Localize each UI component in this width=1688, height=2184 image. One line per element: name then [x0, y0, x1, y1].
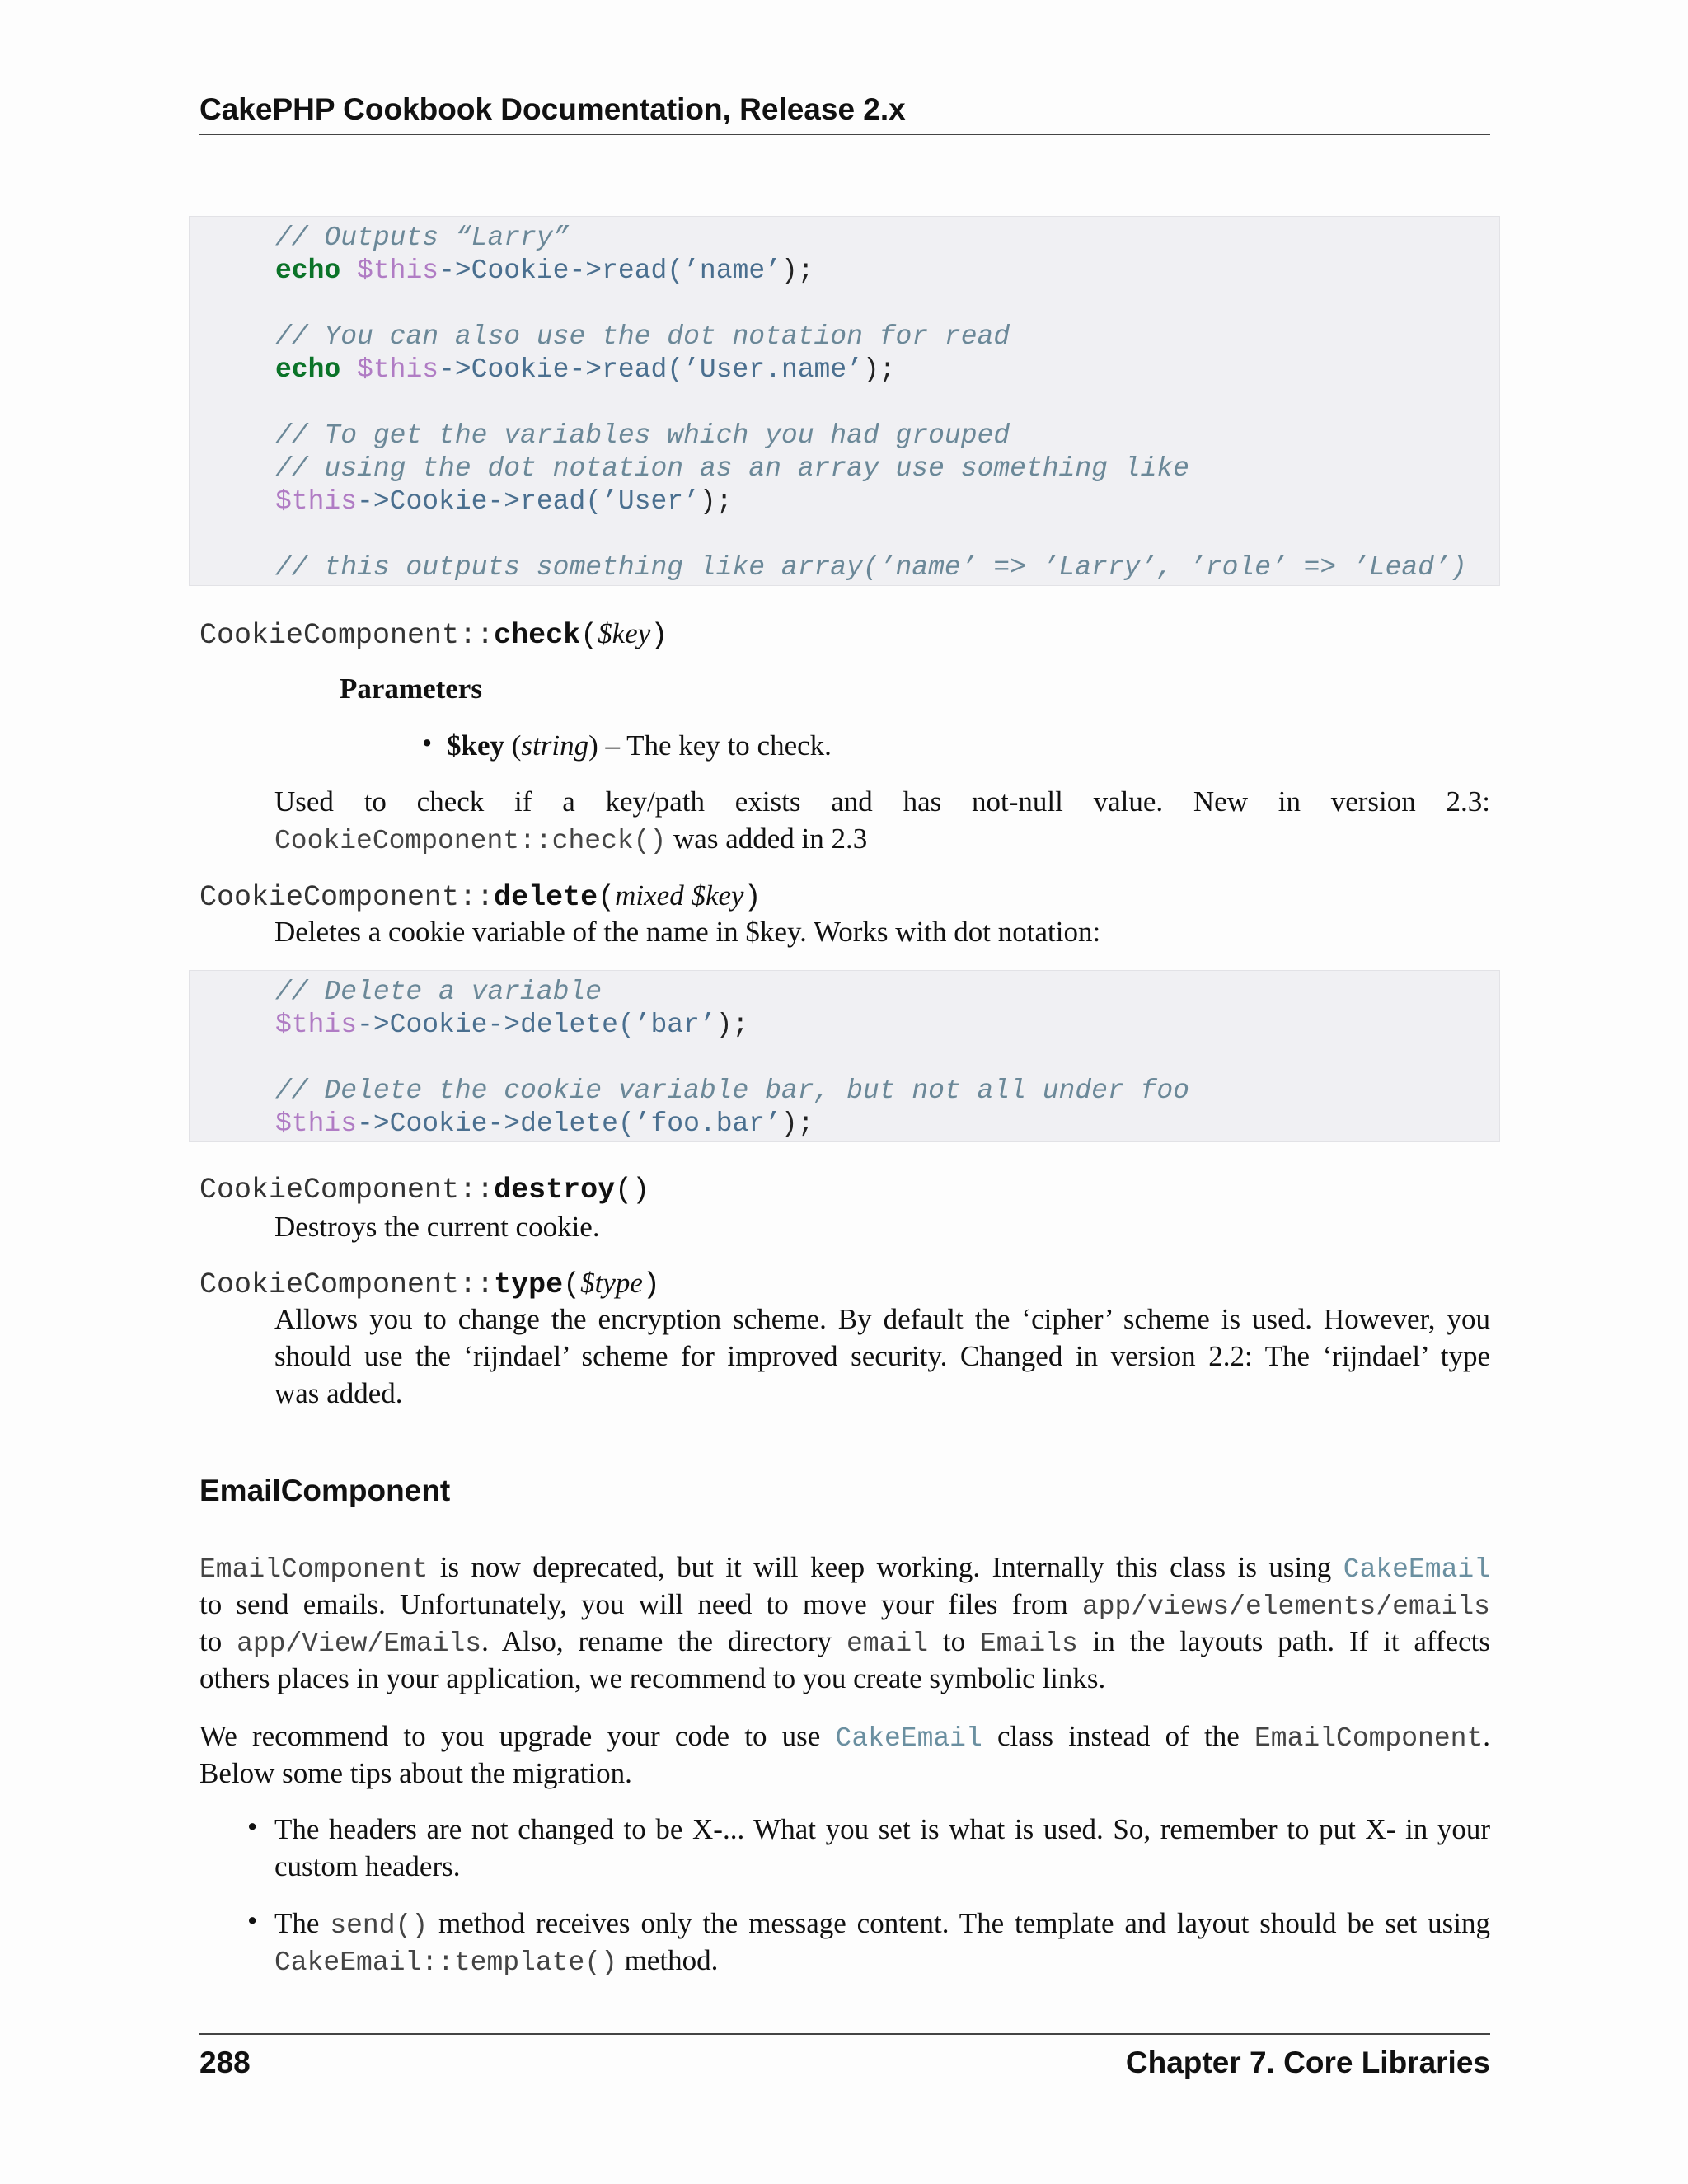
page-header-title: CakePHP Cookbook Documentation, Release 2.x — [199, 92, 906, 126]
bullet-icon: • — [422, 727, 433, 759]
header-divider — [199, 134, 1490, 135]
code-line: echo $this->Cookie->read(’User.name’); — [275, 354, 896, 385]
list-item-line: The headers are not changed to be X-... What you set is what is used. So, remember to put X- in your — [274, 1813, 1490, 1845]
section-heading-emailcomponent: EmailComponent — [199, 1474, 451, 1507]
list-item-line: The send() method receives only the message content. The template and layout should be set using — [274, 1907, 1490, 1941]
method-signature-type: CookieComponent::type($type) — [199, 1267, 660, 1301]
list-item-line: CakeEmail::template() method. — [274, 1944, 719, 1978]
type-description-line2: should use the ‘rijndael’ scheme for improved security. Changed in version 2.2: The ‘rijndael’ type — [274, 1340, 1490, 1372]
code-line: $this->Cookie->delete(’bar’); — [275, 1010, 749, 1040]
code-comment: // Delete the cookie variable bar, but not all under foo — [275, 1076, 1189, 1106]
chapter-title: Chapter 7. Core Libraries — [1125, 2046, 1490, 2079]
bullet-icon: • — [247, 1811, 258, 1843]
code-comment: // this outputs something like array(’name’ => ’Larry’, ’role’ => ’Lead’) — [275, 552, 1467, 583]
check-description-line1: Used to check if a key/path exists and has not-null value. New in version 2.3: — [274, 785, 1490, 818]
method-signature-destroy: CookieComponent::destroy() — [199, 1174, 650, 1207]
code-comment: // using the dot notation as an array use something like — [275, 453, 1189, 484]
code-block-cookie-read — [189, 216, 1500, 586]
cakeemail-link[interactable]: CakeEmail — [1343, 1554, 1490, 1585]
code-line: $this->Cookie->read(’User’); — [275, 486, 733, 517]
code-comment: // To get the variables which you had grouped — [275, 420, 1010, 451]
method-signature-check: CookieComponent::check($key) — [199, 617, 668, 652]
type-description-line1: Allows you to change the encryption scheme. By default the ‘cipher’ scheme is used. However, you — [274, 1303, 1490, 1335]
bullet-icon: • — [247, 1905, 258, 1937]
parameters-heading: Parameters — [340, 673, 482, 705]
delete-description: Deletes a cookie variable of the name in $key. Works with dot notation: — [274, 916, 1101, 948]
check-description-line2: CookieComponent::check() was added in 2.3 — [274, 823, 868, 856]
paragraph-line: others places in your application, we recommend to you create symbolic links. — [199, 1662, 1106, 1694]
code-line: echo $this->Cookie->read(’name’); — [275, 255, 814, 286]
code-comment: // Delete a variable — [275, 977, 603, 1007]
code-comment: // Outputs “Larry” — [275, 223, 570, 253]
destroy-description: Destroys the current cookie. — [274, 1211, 600, 1243]
method-signature-delete: CookieComponent::delete(mixed $key) — [199, 879, 762, 914]
paragraph-line: We recommend to you upgrade your code to use CakeEmail class instead of the EmailComponent. — [199, 1720, 1490, 1754]
list-item-line: custom headers. — [274, 1850, 461, 1882]
footer-divider — [199, 2033, 1490, 2035]
code-comment: // You can also use the dot notation for read — [275, 321, 1010, 352]
cakeemail-link[interactable]: CakeEmail — [835, 1723, 982, 1754]
paragraph-line: to app/View/Emails. Also, rename the directory email to Emails in the layouts path. If it affects — [199, 1625, 1490, 1659]
page-number: 288 — [199, 2046, 251, 2079]
code-line: $this->Cookie->delete(’foo.bar’); — [275, 1108, 814, 1139]
parameter-item: $key (string) – The key to check. — [447, 729, 832, 762]
code-block-cookie-delete — [189, 970, 1500, 1142]
paragraph-line: EmailComponent is now deprecated, but it will keep working. Internally this class is using CakeEmail — [199, 1551, 1490, 1585]
paragraph-line: to send emails. Unfortunately, you will need to move your files from app/views/elements/emails — [199, 1588, 1490, 1622]
type-description-line3: was added. — [274, 1377, 403, 1409]
paragraph-line: Below some tips about the migration. — [199, 1757, 632, 1789]
